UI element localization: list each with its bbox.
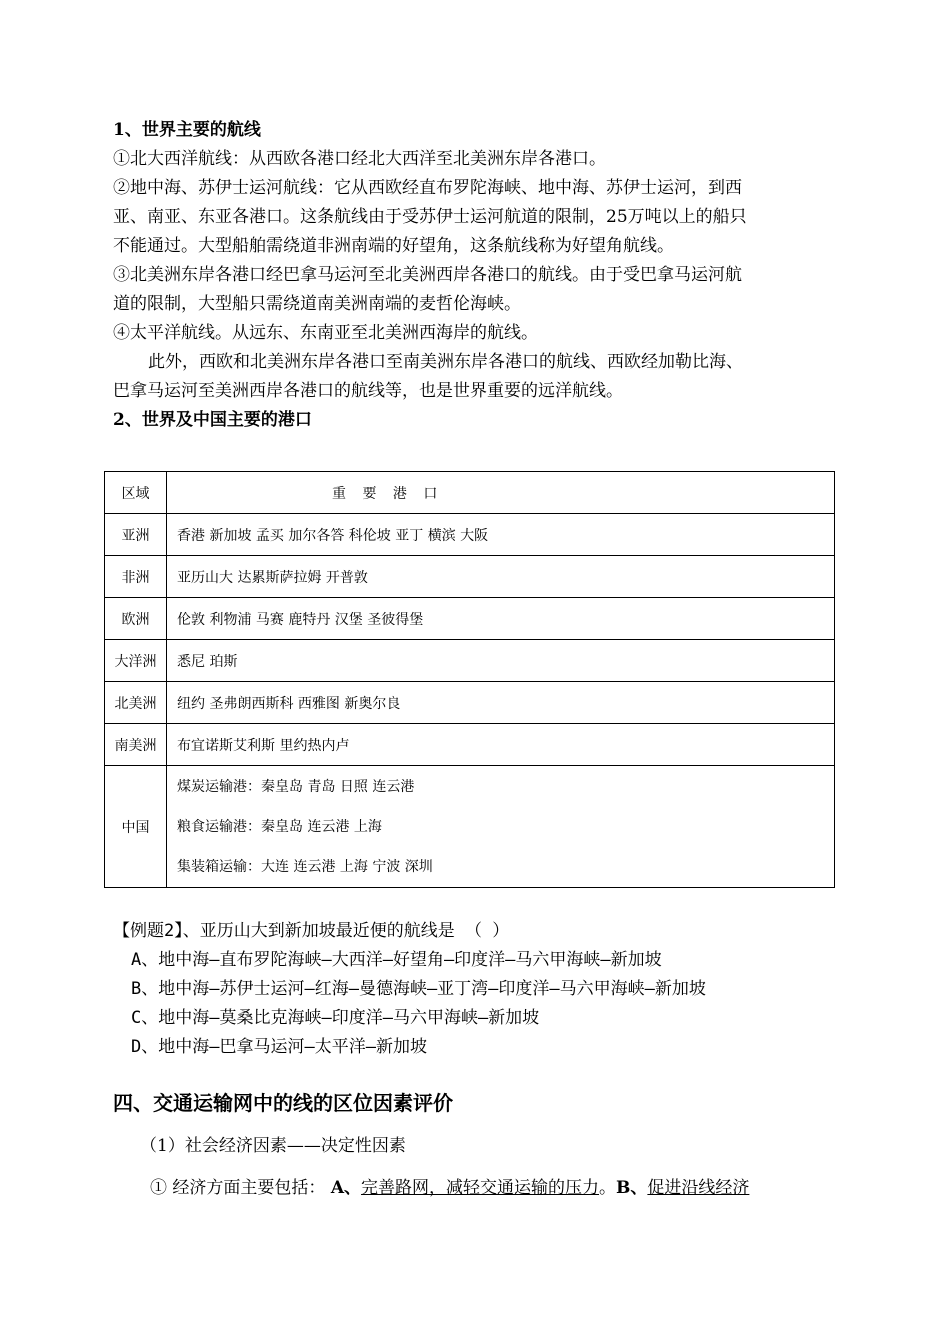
example-option-b: B、地中海—苏伊士运河—红海—曼德海峡—亚丁湾—印度洋—马六甲海峡—新加坡: [131, 979, 706, 999]
econ-a-label: A、: [330, 1178, 362, 1198]
ports-cell: 悉尼 珀斯: [167, 640, 835, 682]
china-container-ports: 集装箱运输：大连 连云港 上海 宁波 深圳: [177, 858, 433, 875]
region-cell: 大洋洲: [105, 640, 167, 682]
region-cell: 南美洲: [105, 724, 167, 766]
example-option-a: A、地中海—直布罗陀海峡—大西洋—好望角—印度洋—马六甲海峡—新加坡: [131, 950, 662, 970]
route-line-2a: ②地中海、苏伊士运河航线：它从西欧经直布罗陀海峡、地中海、苏伊士运河，到西: [113, 178, 742, 198]
section1-title: 1、世界主要的航线: [113, 120, 261, 140]
route-line-2c: 不能通过。大型船舶需绕道非洲南端的好望角，这条航线称为好望角航线。: [113, 236, 674, 256]
route-line-5a: 此外，西欧和北美洲东岸各港口至南美洲东岸各港口的航线、西欧经加勒比海、: [148, 352, 743, 372]
table-row: [105, 682, 835, 724]
region-cell: 亚洲: [105, 514, 167, 556]
ports-cell: 伦敦 利物浦 马赛 鹿特丹 汉堡 圣彼得堡: [167, 598, 835, 640]
table-row: [105, 640, 835, 682]
table-row: [105, 598, 835, 640]
table-row: [105, 514, 835, 556]
china-coal-ports: 煤炭运输港：秦皇岛 青岛 日照 连云港: [177, 778, 415, 795]
economic-factors-line: [150, 1173, 749, 1198]
route-line-3b: 道的限制，大型船只需绕道南美洲南端的麦哲伦海峡。: [113, 294, 521, 314]
section4-title: 四、交通运输网中的线的区位因素评价: [113, 1091, 453, 1115]
route-line-3a: ③北美洲东岸各港口经巴拿马运河至北美洲西岸各港口的航线。由于受巴拿马运河航: [113, 265, 742, 285]
route-line-1: ①北大西洋航线：从西欧各港口经北大西洋至北美洲东岸各港口。: [113, 149, 606, 169]
table-header-row: [105, 472, 835, 514]
header-region: 区域: [105, 472, 167, 514]
china-ports-cell: [167, 766, 835, 888]
ports-cell: 纽约 圣弗朗西斯科 西雅图 新奥尔良: [167, 682, 835, 724]
region-cell: 非洲: [105, 556, 167, 598]
route-line-4: ④太平洋航线。从远东、东南亚至北美洲西海岸的航线。: [113, 323, 538, 343]
table-row: [105, 724, 835, 766]
example-option-c: C、地中海—莫桑比克海峡—印度洋—马六甲海峡—新加坡: [131, 1008, 540, 1028]
ports-table: [104, 471, 835, 888]
table-row: [105, 556, 835, 598]
region-cell: 欧洲: [105, 598, 167, 640]
region-cell: 北美洲: [105, 682, 167, 724]
region-cell-china: 中国: [105, 766, 167, 888]
econ-separator: 。: [599, 1178, 617, 1198]
table-row-china: [105, 766, 835, 888]
china-grain-ports: 粮食运输港：秦皇岛 连云港 上海: [177, 818, 382, 835]
example-question: 【例题2】、亚历山大到新加坡最近便的航线是 （ ）: [113, 921, 510, 941]
example-option-d: D、地中海—巴拿马运河—太平洋—新加坡: [131, 1037, 427, 1057]
section2-title: 2、世界及中国主要的港口: [113, 410, 312, 430]
route-line-5b: 巴拿马运河至美洲西岸各港口的航线等，也是世界重要的远洋航线。: [113, 381, 623, 401]
econ-b-text: 促进沿线经济: [647, 1178, 750, 1198]
section4-subtitle: （1）社会经济因素——决定性因素: [140, 1136, 406, 1156]
econ-prefix: ① 经济方面主要包括：: [150, 1178, 326, 1198]
header-ports: 重 要 港 口: [167, 472, 835, 514]
ports-cell: 香港 新加坡 孟买 加尔各答 科伦坡 亚丁 横滨 大阪: [167, 514, 835, 556]
econ-b-label: B、: [616, 1178, 648, 1198]
route-line-2b: 亚、南亚、东亚各港口。这条航线由于受苏伊士运河航道的限制，25万吨以上的船只: [113, 207, 747, 227]
econ-a-text: 完善路网，减轻交通运输的压力: [361, 1178, 600, 1198]
ports-cell: 亚历山大 达累斯萨拉姆 开普敦: [167, 556, 835, 598]
ports-cell: 布宜诺斯艾利斯 里约热内卢: [167, 724, 835, 766]
